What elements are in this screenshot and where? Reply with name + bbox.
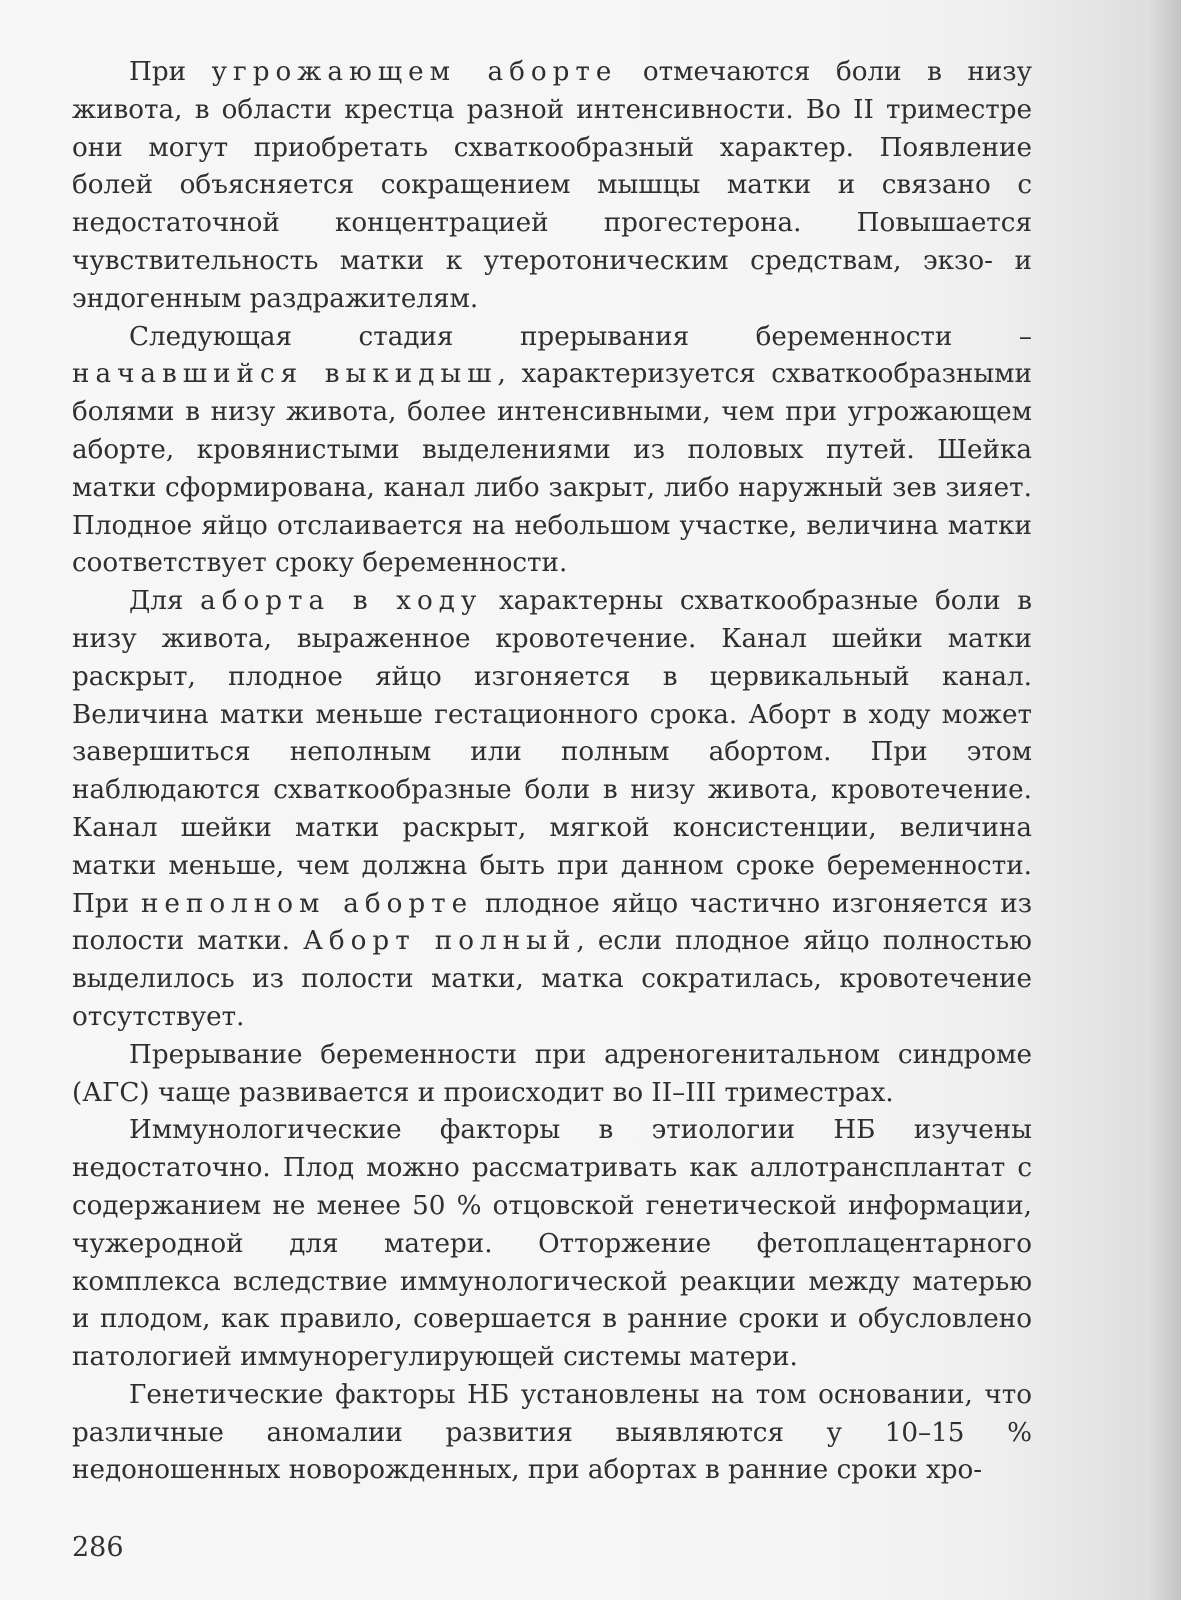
- page-edge-shadow: [1145, 0, 1181, 1600]
- paragraph-incipient-miscarriage: Следующая стадия прерывания беременности – начавшийся выкидыш, характеризуется схваткообразными болями в низу живота, более интенсивными, чем при угрожающем аборте, кровянистыми выделениями из половых путей. Шейка матки сформирована, канал либо закрыт, либо наружный зев зияет. Плодное яйцо отслаивается на небольшом участке, величина матки соответствует сроку беременности.: [72, 321, 1032, 579]
- paragraph-immunological-factors: Иммунологические факторы в этиологии НБ изучены недостаточно. Плод можно рассматривать как аллотрансплантат с содержанием не менее 50 % отцовской генетической информации, чужеродной для матери. Отторжение фетоплацентарного комплекса вследствие иммунологической реакции между матерью и плодом, как правило, совершается в ранние сроки и обусловлено патологией иммунорегулирующей системы матери.: [72, 1115, 1032, 1373]
- paragraph-threatened-abortion: При угрожающем аборте отмечаются боли в низу живота, в области крестца разной интенсивности. Во II триместре они могут приобретать схваткообразный характер. Появление болей объясняется сокращением мышцы матки и связано с недостаточной концентрацией прогестерона. Повышается чувствительность матки к утеротоническим средствам, экзо- и эндогенным раздражителям.: [72, 57, 1032, 314]
- paragraph-genetic-factors: Генетические факторы НБ установлены на том основании, что различные аномалии развития выявляются у 10–15 % недоношенных новорожденных, при абортах в ранние сроки хро-: [72, 1379, 1032, 1486]
- paragraph-abortion-in-progress: Для аборта в ходу характерны схваткообразные боли в низу живота, выраженное кровотечение. Канал шейки матки раскрыт, плодное яйцо изгоняется в цервикальный канал. Величина матки меньше гестационного срока. Аборт в ходу может завершиться неполным или полным абортом. При этом наблюдаются схваткообразные боли в низу живота, кровотечение. Канал шейки матки раскрыт, мягкой консистенции, величина матки меньше, чем должна быть при данном сроке беременности. При неполном аборте плодное яйцо частично изгоняется из полости матки. Аборт полный, если плодное яйцо полностью выделилось из полости матки, матка сократилась, кровотечение отсутствует.: [72, 586, 1032, 1032]
- spaced-term: аборта в ходу: [200, 586, 483, 617]
- spaced-term: начавшийся выкидыш: [72, 359, 498, 390]
- spaced-term: Аборт полный: [303, 926, 577, 957]
- text-body: [72, 54, 1032, 1490]
- page-number: 286: [72, 1532, 124, 1563]
- spaced-term: угрожающем аборте: [211, 57, 618, 87]
- paragraph-ags: Прерывание беременности при адреногенитальном синдроме (АГС) чаще развивается и происходит во II–III триместрах.: [72, 1039, 1032, 1108]
- spaced-term: неполном аборте: [140, 888, 474, 919]
